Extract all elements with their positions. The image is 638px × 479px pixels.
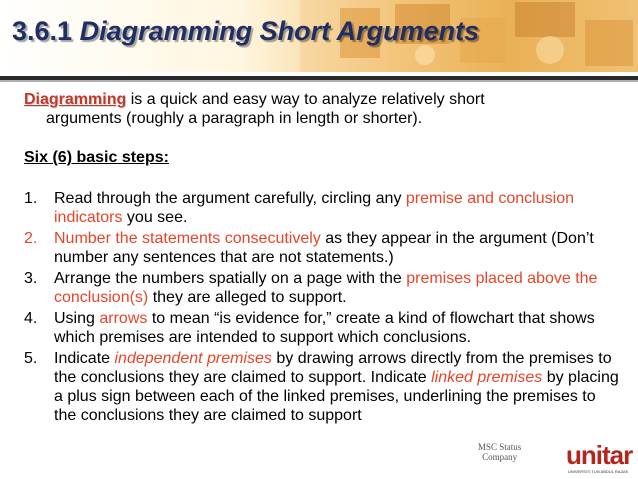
step-highlight: premises placed above the conclusion(s): [54, 270, 598, 306]
header-divider: [0, 76, 638, 82]
list-item: [24, 189, 620, 227]
step-text: Indicate: [54, 350, 115, 367]
step-highlight: linked premises: [431, 369, 543, 386]
step-highlight: arrows: [99, 310, 148, 327]
intro-line-1: is a quick and easy way to analyze relatively short: [126, 91, 485, 108]
step-number: 3.: [24, 270, 38, 287]
list-item: [24, 349, 620, 425]
step-text: by placing a plus sign between each of the linked premises, underlining the premises to the conclusions they are claimed to support: [54, 369, 619, 424]
step-text: they are alleged to support.: [148, 289, 347, 306]
slide-body: [24, 90, 620, 427]
footer-logos: [470, 438, 638, 479]
step-number: 4.: [24, 310, 38, 327]
list-item: [24, 309, 620, 347]
step-text: as they appear in the argument (Don’t number any sentences that are not statements.): [54, 230, 594, 266]
title-number: 3.6.1: [12, 16, 73, 46]
unitar-logo: unitar: [566, 440, 633, 470]
step-number: 5.: [24, 350, 38, 367]
step-highlight: premise and conclusion indicators: [54, 190, 574, 226]
step-number: 2.: [24, 230, 38, 247]
slide-header: [0, 0, 638, 72]
step-text: by drawing arrows directly from the premises to the conclusions they are claimed to support. Indicate: [54, 350, 612, 386]
step-text: Read through the argument carefully, circling any: [54, 190, 406, 207]
step-text: Using: [54, 310, 100, 327]
page-title: [12, 16, 479, 47]
steps-list: [24, 189, 620, 425]
intro-paragraph: [24, 90, 620, 128]
step-text: to mean “is evidence for,” create a kind of flowchart that shows which premises are intended to support which conclusions.: [54, 310, 595, 346]
step-highlight: Number the statements consecutively: [54, 230, 321, 247]
title-text: Diagramming Short Arguments: [79, 16, 480, 46]
step-highlight: independent premises: [114, 350, 272, 367]
intro-line-2: arguments (roughly a paragraph in length or shorter).: [46, 110, 423, 127]
msc-line-1: MSC Status: [478, 442, 522, 452]
step-text: Arrange the numbers spatially on a page with the: [54, 270, 407, 287]
steps-heading: Six (6) basic steps:: [24, 149, 169, 166]
list-item: [24, 229, 620, 267]
step-text: you see.: [122, 209, 188, 226]
intro-term: Diagramming: [24, 91, 127, 108]
step-number: 1.: [24, 190, 38, 207]
msc-line-2: Company: [482, 452, 518, 462]
msc-status-logo: [478, 442, 521, 462]
unitar-logo-subtitle: UNIVERSITI TUN ABDUL RAZAK: [568, 469, 629, 474]
list-item: [24, 269, 620, 307]
